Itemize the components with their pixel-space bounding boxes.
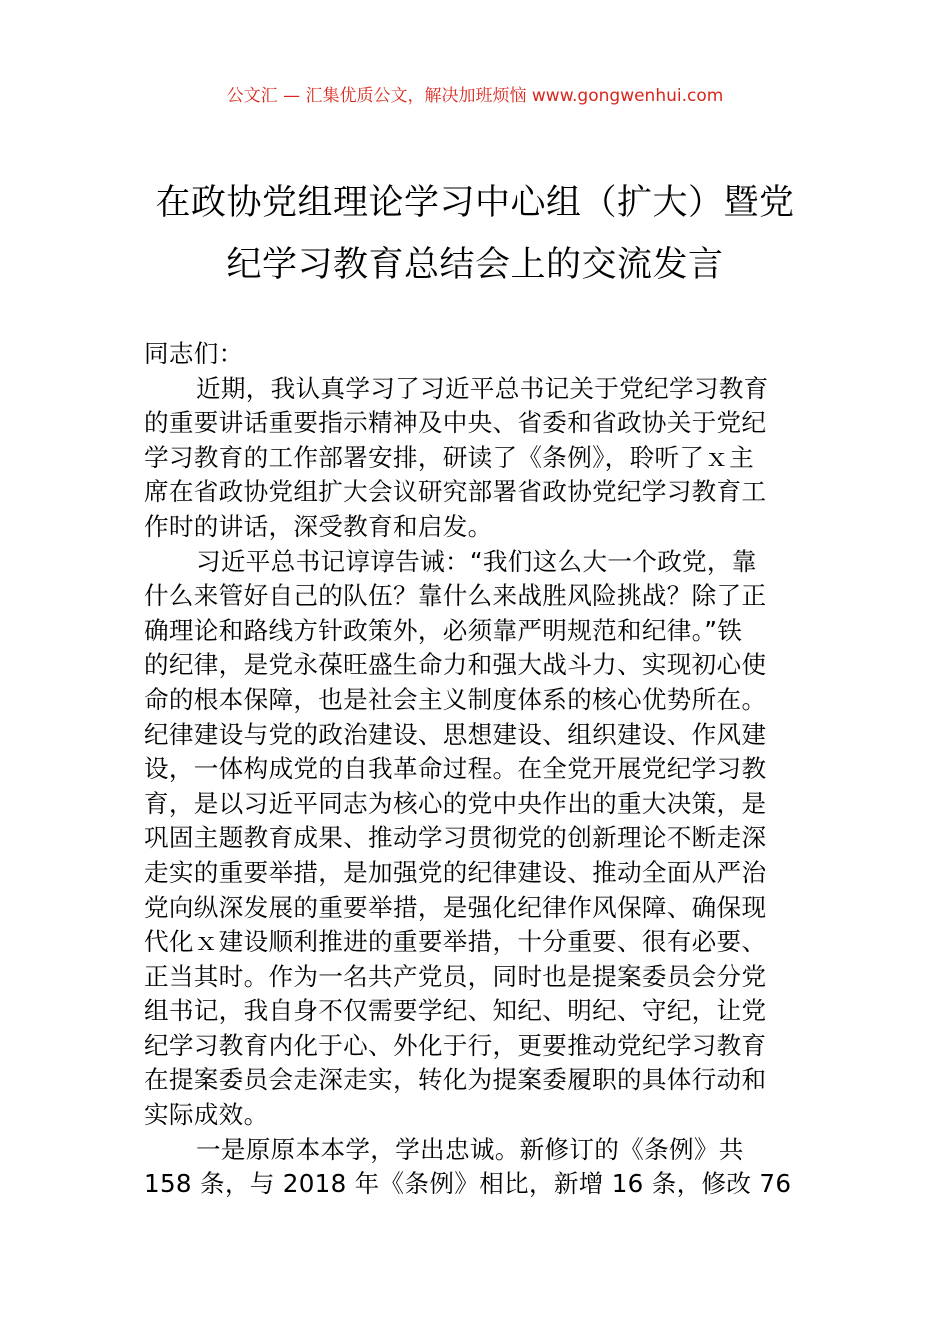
- document-body: [144, 337, 810, 1202]
- body-line: 作时的讲话，深受教育和启发。: [144, 511, 493, 541]
- body-line: 的纪律，是党永葆旺盛生命力和强大战斗力、实现初心使: [144, 650, 767, 680]
- body-line: 组书记，我自身不仅需要学纪、知纪、明纪、守纪，让党: [144, 996, 767, 1026]
- body-line: 确理论和路线方针政策外，必须靠严明规范和纪律。”铁: [144, 615, 743, 645]
- body-line: 实际成效。: [144, 1100, 269, 1130]
- salutation: 同志们：: [144, 339, 244, 368]
- body-line: 正当其时。作为一名共产党员，同时也是提案委员会分党: [144, 961, 767, 991]
- body-line: 育，是以习近平同志为核心的党中央作出的重大决策，是: [144, 788, 767, 818]
- body-line: 近期，我认真学习了习近平总书记关于党纪学习教育: [196, 373, 769, 403]
- body-line: 席在省政协党组扩大会议研究部署省政协党纪学习教育工: [144, 477, 767, 507]
- body-line: 什么来管好自己的队伍？靠什么来战胜风险挑战？除了正: [144, 581, 767, 611]
- body-line: 学习教育的工作部署安排，研读了《条例》，聆听了ｘ主: [144, 442, 755, 472]
- body-line: 的重要讲话重要指示精神及中央、省委和省政协关于党纪: [144, 408, 767, 438]
- body-line: 党向纵深发展的重要举措，是强化纪律作风保障、确保现: [144, 892, 767, 922]
- watermark-header[interactable]: 公文汇 — 汇集优质公文，解决加班烦恼 www.gongwenhui.com: [226, 86, 724, 106]
- body-line: 纪学习教育内化于心、外化于行，更要推动党纪学习教育: [144, 1030, 767, 1060]
- title-line: 在政协党组理论学习中心组（扩大）暨党: [155, 183, 795, 223]
- body-line: 习近平总书记谆谆告诫：“我们这么大一个政党，靠: [196, 546, 757, 576]
- body-line: 在提案委员会走深走实，转化为提案委履职的具体行动和: [144, 1065, 767, 1095]
- body-line: 走实的重要举措，是加强党的纪律建设、推动全面从严治: [144, 857, 767, 887]
- body-line: 纪律建设与党的政治建设、思想建设、组织建设、作风建: [144, 719, 767, 749]
- body-line: 设，一体构成党的自我革命过程。在全党开展党纪学习教: [144, 754, 767, 784]
- body-line: 一是原原本本学，学出忠诚。新修订的《条例》共: [196, 1134, 744, 1164]
- body-line: 代化ｘ建设顺利推进的重要举措，十分重要、很有必要、: [144, 927, 767, 957]
- title-line: 纪学习教育总结会上的交流发言: [226, 245, 724, 285]
- body-line: 巩固主题教育成果、推动学习贯彻党的创新理论不断走深: [144, 823, 767, 853]
- body-line: 158 条，与 2018 年《条例》相比，新增 16 条，修改 76: [144, 1169, 792, 1199]
- body-line: 命的根本保障，也是社会主义制度体系的核心优势所在。: [144, 684, 767, 714]
- document-title: [0, 172, 950, 296]
